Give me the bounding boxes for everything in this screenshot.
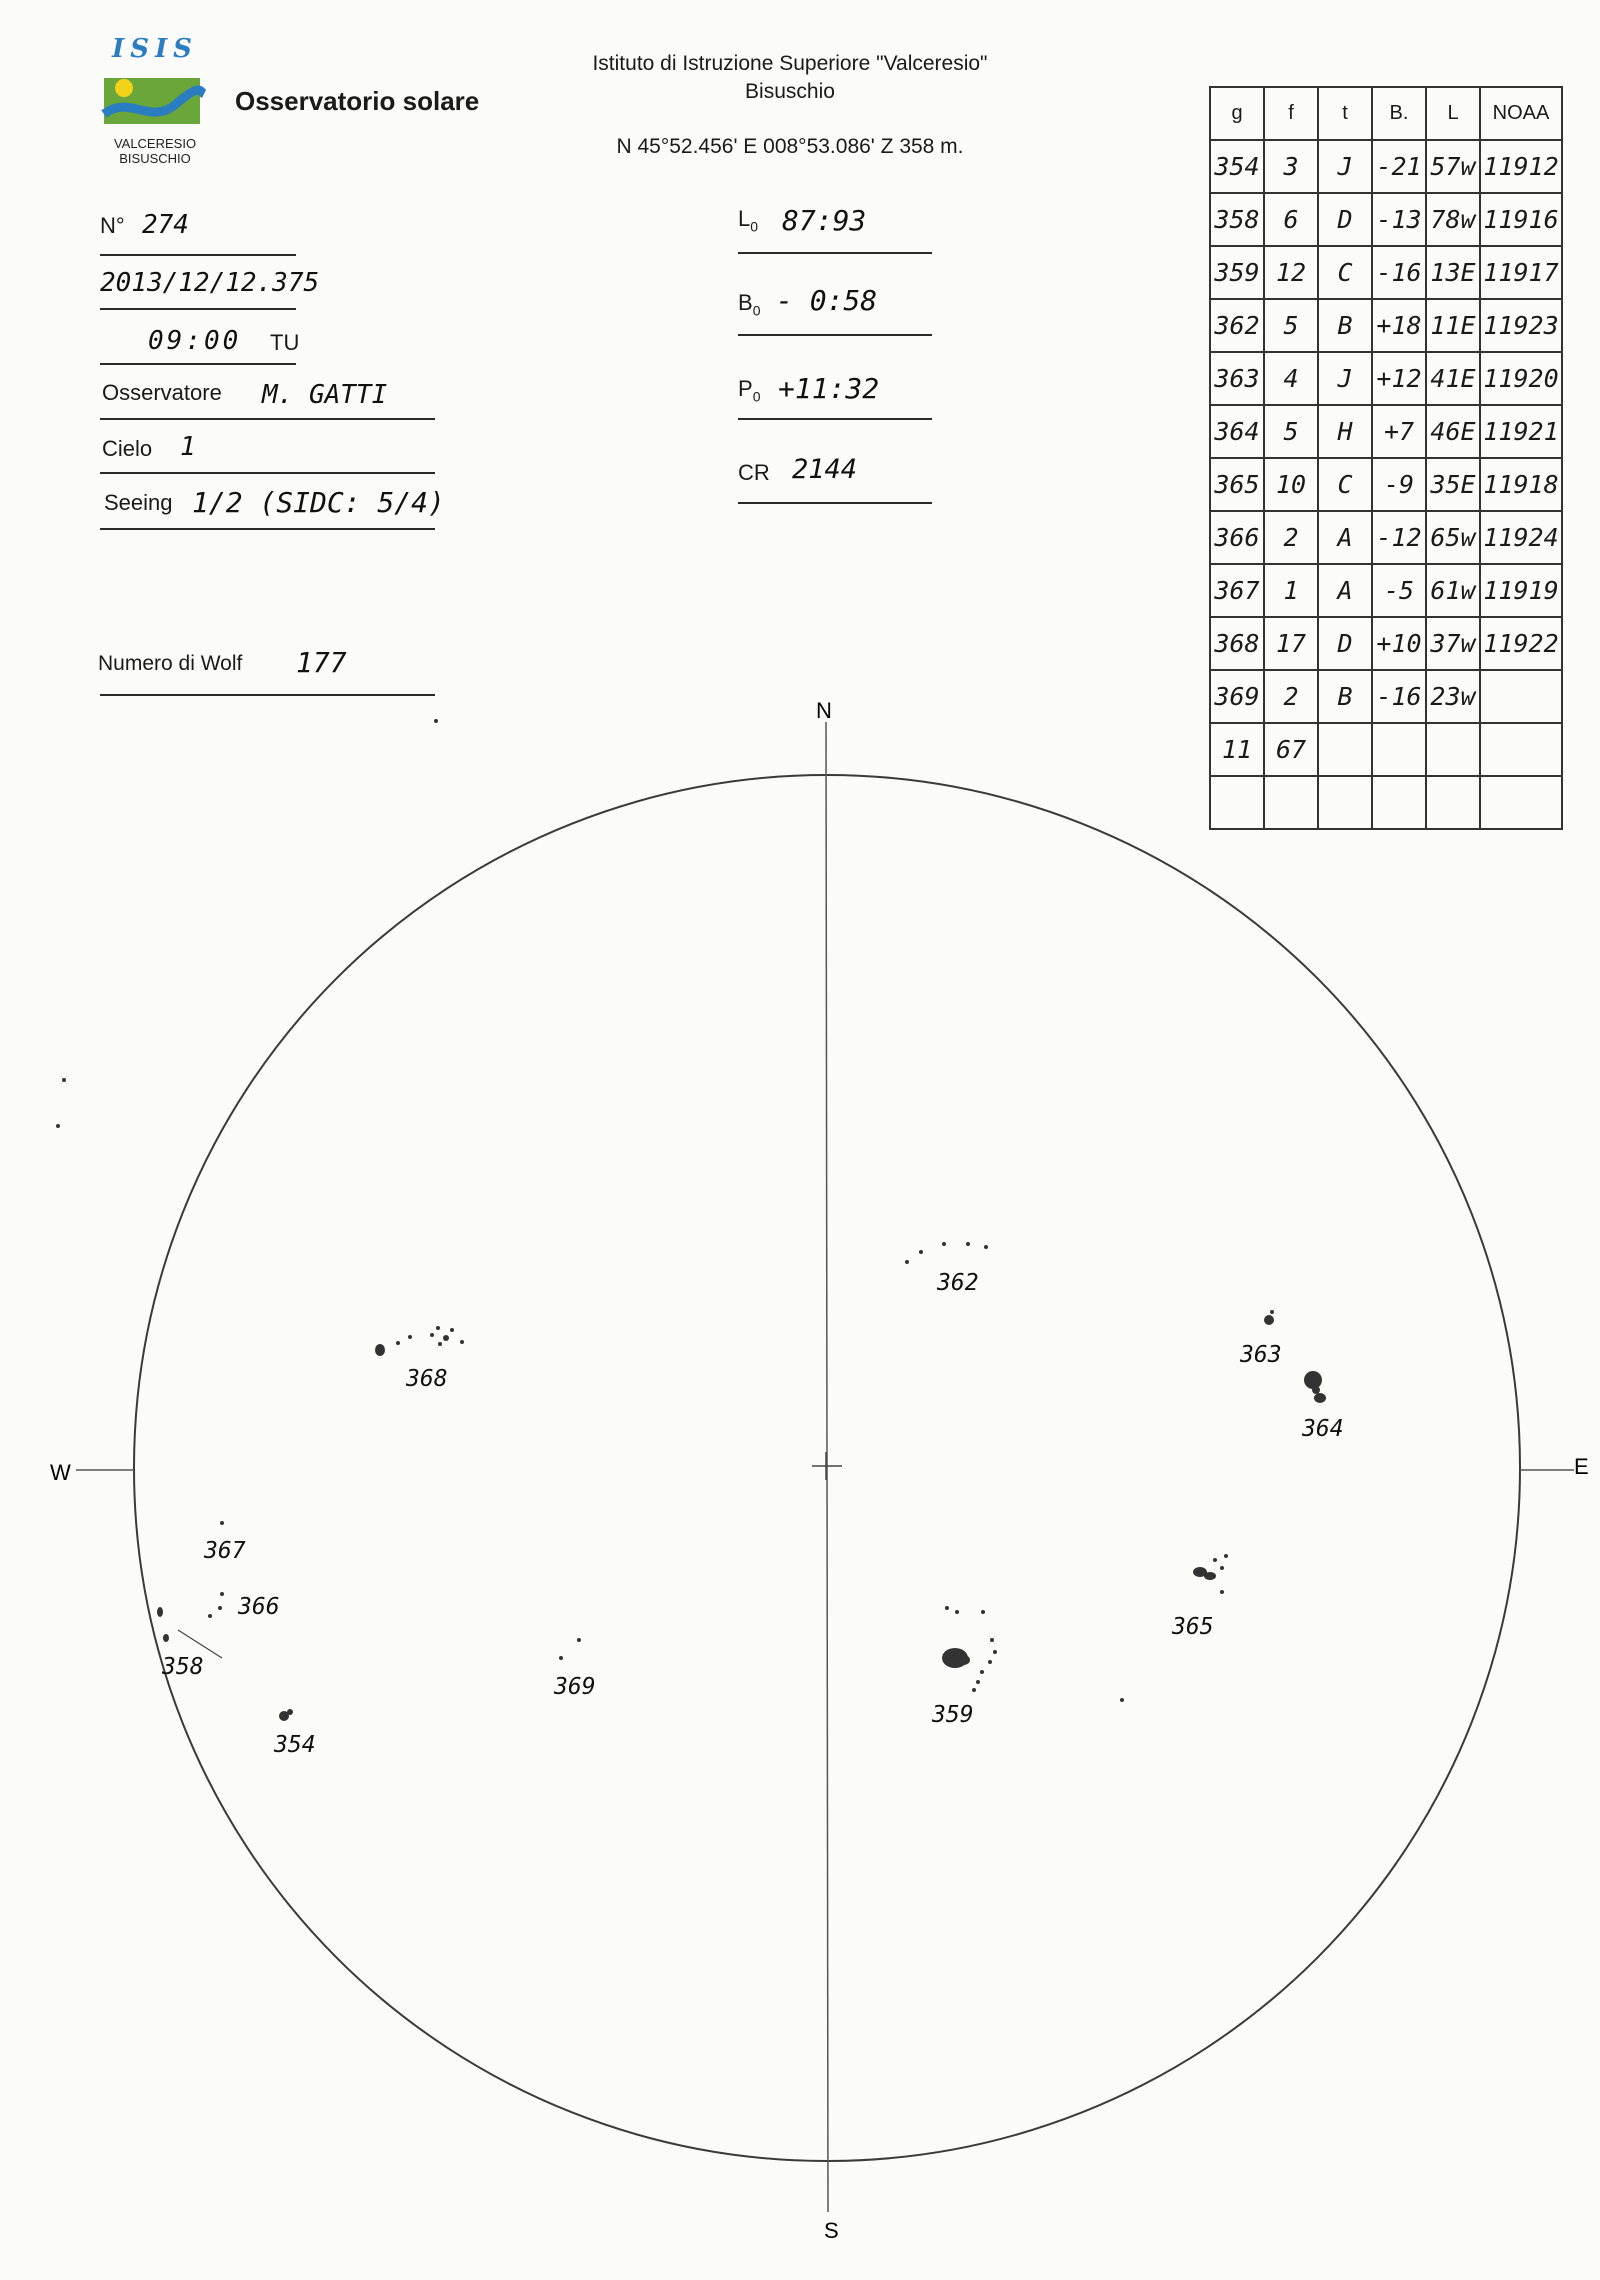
observatory-title: Osservatorio solare	[235, 86, 480, 116]
observer-label: Osservatore	[102, 380, 222, 405]
table-cell: 364	[1210, 405, 1264, 458]
table-cell: 12	[1264, 246, 1318, 299]
table-cell: t	[1318, 87, 1372, 140]
sunspot	[577, 1638, 581, 1642]
table-cell: 5	[1264, 405, 1318, 458]
sunspot	[1264, 1315, 1274, 1325]
table-cell: L	[1426, 87, 1480, 140]
east-label: E	[1574, 1454, 1589, 1479]
sunspot	[1270, 1310, 1274, 1314]
table-cell: B.	[1372, 87, 1426, 140]
sunspot	[958, 1655, 970, 1665]
sunspot	[972, 1688, 976, 1692]
table-cell: -16	[1372, 670, 1426, 723]
group-label: 368	[406, 1366, 448, 1392]
wolf-label: Numero di Wolf	[98, 652, 243, 675]
time-value: 09:00	[148, 326, 242, 356]
b0-label: $B_0$	[738, 290, 761, 319]
sunspot	[905, 1260, 909, 1264]
sunspot	[218, 1606, 222, 1610]
logo-sub2: BISUSCHIO	[119, 151, 191, 166]
group-label: 365	[1172, 1614, 1214, 1640]
table-cell: 11918	[1480, 458, 1562, 511]
group-label: 358	[162, 1654, 204, 1680]
group-label: 362	[937, 1270, 979, 1296]
table-cell: 358	[1210, 193, 1264, 246]
table-cell: -5	[1372, 564, 1426, 617]
group-label: 364	[1302, 1416, 1344, 1442]
sunspot	[1213, 1558, 1217, 1562]
sunspot	[220, 1521, 224, 1525]
table-cell: 37w	[1426, 617, 1480, 670]
table-cell: 11E	[1426, 299, 1480, 352]
table-cell: 368	[1210, 617, 1264, 670]
sunspot	[942, 1242, 946, 1246]
sunspot	[434, 719, 438, 723]
number-value: 274	[142, 210, 189, 240]
north-label: N	[816, 698, 832, 723]
sky-label: Cielo	[102, 436, 153, 461]
sunspot	[955, 1610, 959, 1614]
observer-value: M. GATTI	[262, 380, 388, 410]
sunspot	[1220, 1566, 1224, 1570]
seeing-label: Seeing	[104, 490, 173, 515]
table-cell: 354	[1210, 140, 1264, 193]
table-cell: 2	[1264, 511, 1318, 564]
table-cell: C	[1318, 246, 1372, 299]
table-cell: 1	[1264, 564, 1318, 617]
sunspot	[559, 1656, 563, 1660]
table-cell: 67	[1264, 723, 1318, 776]
table-cell: 23w	[1426, 670, 1480, 723]
coordinates: N 45°52.456' E 008°53.086' Z 358 m.	[616, 135, 964, 158]
sunspot	[287, 1709, 293, 1715]
table-cell: 46E	[1426, 405, 1480, 458]
sunspot	[993, 1650, 997, 1654]
table-cell: 61w	[1426, 564, 1480, 617]
institute-line1: Istituto di Istruzione Superiore "Valceresio"	[592, 52, 988, 75]
sunspot	[1224, 1554, 1228, 1558]
table-cell: D	[1318, 617, 1372, 670]
table-cell: 11920	[1480, 352, 1562, 405]
sunspots	[56, 719, 1326, 1721]
table-cell: 10	[1264, 458, 1318, 511]
p0-label: $P_0$	[738, 376, 761, 405]
sunspot	[919, 1250, 923, 1254]
sunspot	[1220, 1590, 1224, 1594]
table-cell: +12	[1372, 352, 1426, 405]
table-cell: 11	[1210, 723, 1264, 776]
sunspot	[980, 1670, 984, 1674]
table-cell: 367	[1210, 564, 1264, 617]
sunspot	[220, 1592, 224, 1596]
seeing-value: 1/2 (SIDC: 5/4)	[192, 486, 445, 519]
table-cell: 6	[1264, 193, 1318, 246]
b0-value: - 0:58	[776, 284, 878, 317]
number-label: N°	[100, 213, 125, 238]
group-label: 367	[204, 1538, 246, 1564]
table-cell: 65w	[1426, 511, 1480, 564]
sunspot	[1314, 1393, 1326, 1403]
group-label: 354	[274, 1732, 316, 1758]
sunspot	[1304, 1371, 1322, 1389]
table-cell: +7	[1372, 405, 1426, 458]
sunspot	[163, 1634, 169, 1642]
time-unit: TU	[270, 330, 300, 355]
table-cell: -12	[1372, 511, 1426, 564]
sunspot	[436, 1326, 440, 1330]
table-cell: 11917	[1480, 246, 1562, 299]
sunspot	[981, 1610, 985, 1614]
l0-label: $L_0$	[738, 206, 759, 235]
table-cell: H	[1318, 405, 1372, 458]
table-cell: g	[1210, 87, 1264, 140]
table-cell: 5	[1264, 299, 1318, 352]
table-cell: 35E	[1426, 458, 1480, 511]
l0-value: 87:93	[782, 204, 867, 237]
table-cell: NOAA	[1480, 87, 1562, 140]
table-cell: 3	[1264, 140, 1318, 193]
cr-label: CR	[738, 460, 770, 485]
group-label: 359	[932, 1702, 974, 1728]
sunspot	[460, 1340, 464, 1344]
table-cell: 363	[1210, 352, 1264, 405]
table-cell: 11919	[1480, 564, 1562, 617]
table-cell: 11922	[1480, 617, 1562, 670]
sunspot	[988, 1660, 992, 1664]
sunspot	[990, 1638, 994, 1642]
table-cell: 11923	[1480, 299, 1562, 352]
group-label: 363	[1240, 1342, 1282, 1368]
table-cell: A	[1318, 564, 1372, 617]
table-cell: 57w	[1426, 140, 1480, 193]
table-cell: 2	[1264, 670, 1318, 723]
table-cell: 13E	[1426, 246, 1480, 299]
table-cell: +18	[1372, 299, 1426, 352]
sunspot	[1120, 1698, 1124, 1702]
sunspot	[450, 1328, 454, 1332]
sunspot	[976, 1680, 980, 1684]
table-cell: -13	[1372, 193, 1426, 246]
table-cell: 11921	[1480, 405, 1562, 458]
table-cell: 366	[1210, 511, 1264, 564]
sunspot	[208, 1614, 212, 1618]
sunspot	[438, 1342, 442, 1346]
table-cell: D	[1318, 193, 1372, 246]
group-label: 366	[238, 1594, 280, 1620]
sunspot	[375, 1344, 385, 1356]
date-value: 2013/12/12.375	[100, 268, 320, 298]
table-cell: 11912	[1480, 140, 1562, 193]
west-label: W	[50, 1460, 71, 1485]
logo-text: ISIS	[112, 34, 198, 64]
sunspot	[1204, 1572, 1216, 1580]
sunspot	[984, 1245, 988, 1249]
table-cell: +10	[1372, 617, 1426, 670]
sunspot	[430, 1333, 434, 1337]
table-cell: 369	[1210, 670, 1264, 723]
table-cell: 365	[1210, 458, 1264, 511]
sunspot	[443, 1335, 449, 1341]
table-cell: f	[1264, 87, 1318, 140]
sunspot	[396, 1341, 400, 1345]
table-cell: J	[1318, 352, 1372, 405]
sunspot	[966, 1242, 970, 1246]
table-cell: 17	[1264, 617, 1318, 670]
table-cell: -9	[1372, 458, 1426, 511]
sunspot	[62, 1078, 66, 1082]
sunspot	[408, 1335, 412, 1339]
table-cell: 41E	[1426, 352, 1480, 405]
table-cell: 78w	[1426, 193, 1480, 246]
table-cell: -16	[1372, 246, 1426, 299]
sunspot	[945, 1606, 949, 1610]
table-cell: -21	[1372, 140, 1426, 193]
sky-value: 1	[180, 432, 196, 462]
table-cell: C	[1318, 458, 1372, 511]
table-cell: 4	[1264, 352, 1318, 405]
group-label: 369	[554, 1674, 596, 1700]
logo-sub1: VALCERESIO	[113, 136, 197, 151]
sunspot	[56, 1124, 60, 1128]
table-cell: J	[1318, 140, 1372, 193]
south-label: S	[824, 2218, 839, 2243]
table-cell: 362	[1210, 299, 1264, 352]
table-cell: 11916	[1480, 193, 1562, 246]
table-cell: B	[1318, 299, 1372, 352]
cr-value: 2144	[792, 454, 858, 485]
table-cell: 11924	[1480, 511, 1562, 564]
wolf-value: 177	[296, 646, 347, 679]
table-cell: A	[1318, 511, 1372, 564]
sunspot	[157, 1607, 163, 1617]
table-cell: B	[1318, 670, 1372, 723]
group-labels	[161, 1270, 1344, 1758]
sunspot	[1312, 1386, 1320, 1394]
institute-line2: Bisuschio	[745, 80, 835, 103]
table-cell: 359	[1210, 246, 1264, 299]
p0-value: +11:32	[778, 372, 880, 405]
